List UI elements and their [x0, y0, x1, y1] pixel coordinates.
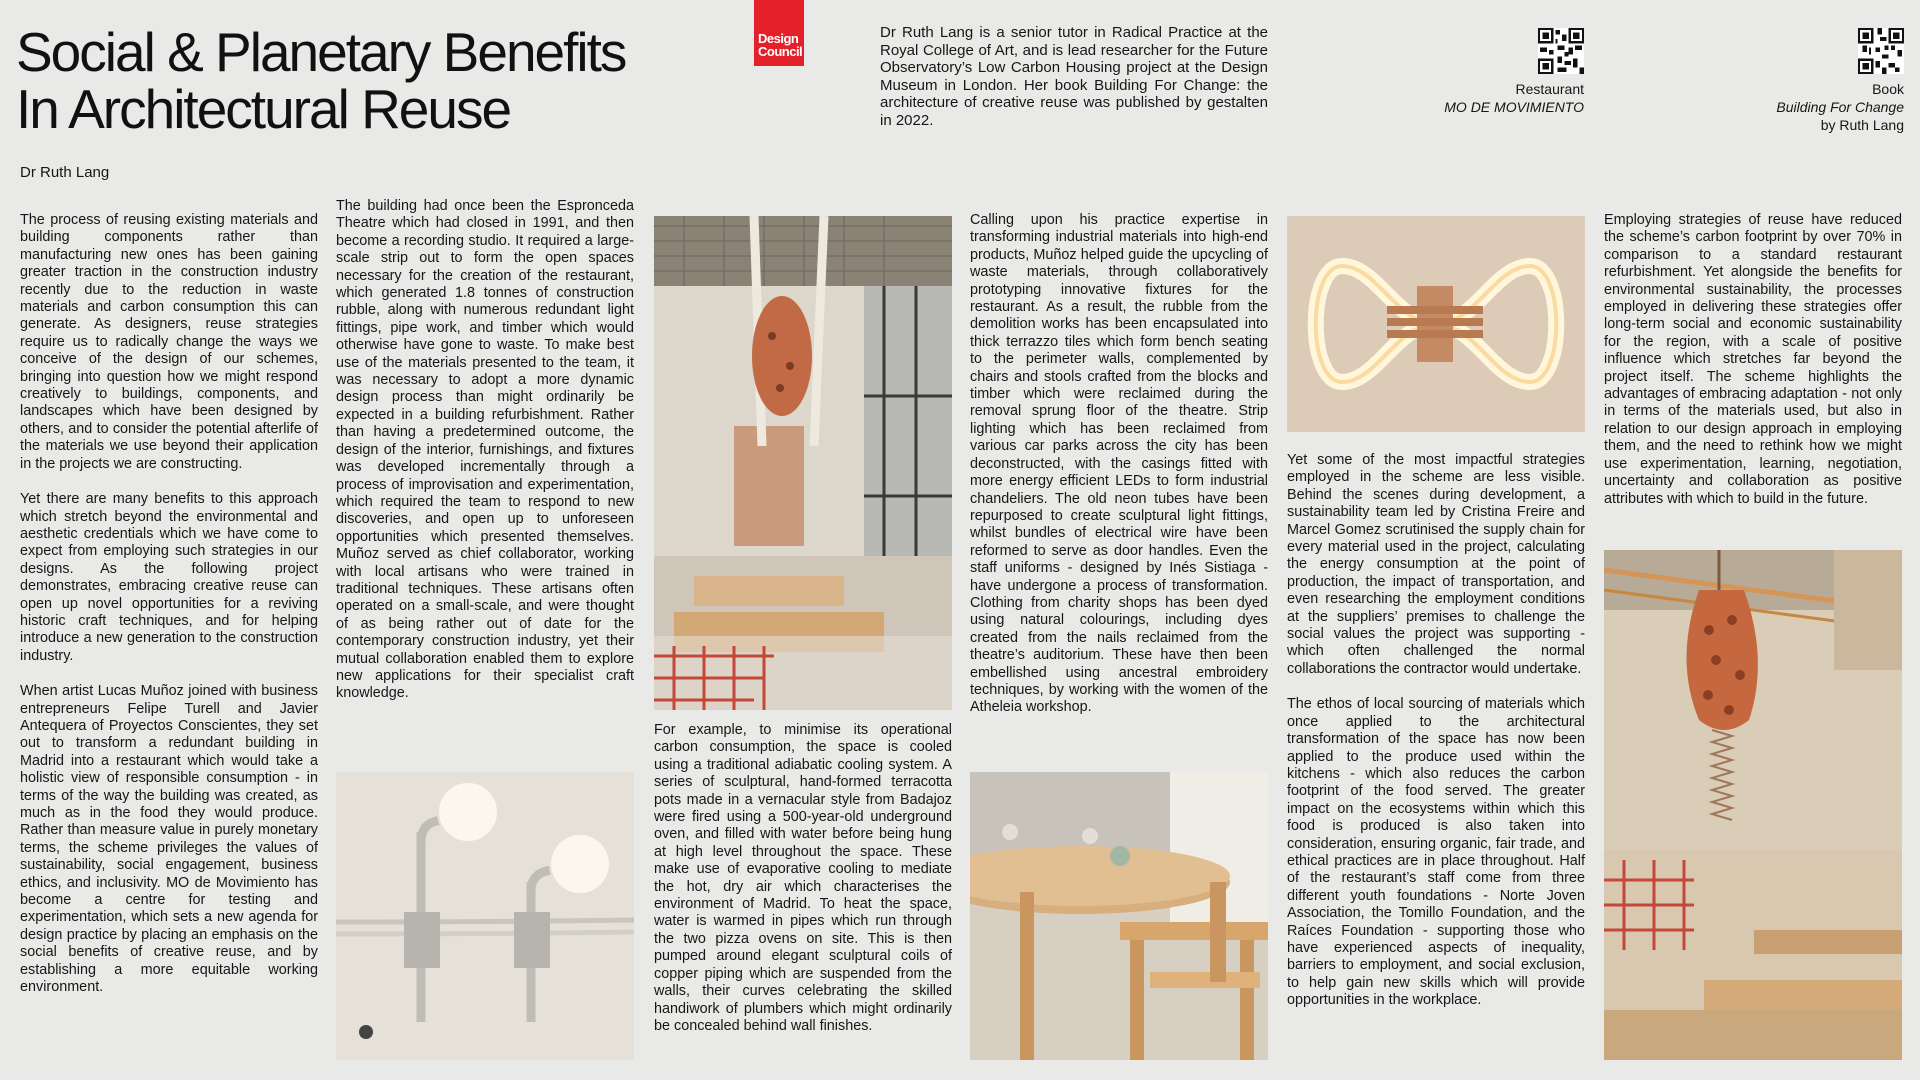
paragraph: When artist Lucas Muñoz joined with business entrepreneurs Felipe Turell and Javier Antequera of Proyectos Conscientes, they set out to transform a redundant building in Madrid into a restaurant which would take a holistic view of responsible consumption - in terms of the way the building was created, as much as in the food they would produce. Rather than measure value in purely monetary terms, the scheme privileges the values of sustainability, social engagement, business ethics, and inclusivity. MO de Movimiento has become a centre for testing and experimentation, which sets a new agenda for design practice by placing an emphasis on the social benefits of creative reuse, and by establishing a more equitable working environment.: [20, 683, 318, 996]
photo-terracotta-pot: [1604, 550, 1902, 1060]
qr-restaurant-label: Restaurant: [1515, 81, 1584, 97]
qr-restaurant[interactable]: [1420, 28, 1584, 116]
page-title: [16, 21, 736, 140]
qr-book-label: Book: [1872, 81, 1904, 97]
title-line-1: Social & Planetary Benefits: [16, 21, 626, 83]
qr-restaurant-sub: MO DE MOVIMIENTO: [1444, 99, 1584, 115]
paragraph: The ethos of local sourcing of materials which once applied to the architectural transformation of the space has now been applied to the produce used within the kitchens - which also reduces the carbon footprint of the food served. The greater impact on the ecosystems within which this food is produced is also taken into consideration, ensuring organic, fair trade, and ethical practices are in place throughout. Half of the restaurant’s staff come from three different youth foundations - Norte Joven Association, the Tomillo Foundation, and the Raíces Foundation - supporting those who have experienced aspects of inequality, barriers to employment, and social exclusion, to help gain new skills which will provide opportunities in the workplace.: [1287, 696, 1585, 1009]
logo-line-2: Council: [758, 44, 803, 59]
text-column-1: [20, 212, 318, 1014]
photo-wooden-chairs: [970, 772, 1268, 1060]
photo-neon-light: [1287, 216, 1585, 432]
text-column-5: [1287, 452, 1585, 1028]
author-bio: Dr Ruth Lang is a senior tutor in Radical Practice at the Royal College of Art, and is lead researcher for the Future Observatory’s Low Carbon Housing project at the Design Museum in London. Her book Building For Change: the architecture of creative reuse was published by gestalten in 2022.: [880, 24, 1268, 129]
qr-book-sub: Building For Change: [1776, 99, 1904, 115]
paragraph: Yet some of the most impactful strategies employed in the scheme are less visible. Behind the scenes during development, a sustainability team led by Cristina Freire and Marcel Gomez scrutinised the supply chain for every material used in the project, calculating the energy consumption at the point of production, the impact of transportation, and even researching the employment conditions at the suppliers’ premises to challenge the social values the project was supporting - which often challenged the normal collaborations the contractor would undertake.: [1287, 452, 1585, 677]
title-line-2: In Architectural Reuse: [16, 78, 511, 140]
paragraph: For example, to minimise its operational carbon consumption, the space is cooled using a traditional adiabatic cooling system. A series of sculptural, hand-formed terracotta pots made in a vernacular style from Badajoz were fired using a 500-year-old underground oven, and filled with water before being hung at high level throughout the space. These make use of evaporative cooling to mediate the hot, dry air which characterises the environment of Madrid. To heat the space, water is warmed in pipes which run through the two pizza ovens on site. This is then pumped around elegant sculptural coils of copper piping which are suspended from the walls, their curves celebrating the skilled handiwork of plumbers which might ordinarily be concealed behind wall finishes.: [654, 722, 952, 1034]
text-column-3: [654, 722, 952, 1053]
author-name: Dr Ruth Lang: [20, 164, 110, 181]
qr-code-icon[interactable]: [1858, 28, 1904, 74]
logo-line-1: Design: [758, 31, 799, 46]
paragraph: Employing strategies of reuse have reduced the scheme’s carbon footprint by over 70% in comparison to a standard restaurant refurbishment. Yet alongside the benefits for environmental sustainability, the processes employed in delivering these strategies offer long-term social and economic sustainability for the region, with a scale of positive influence which stretches far beyond the project itself. The scheme highlights the advantages of embracing adaptation - not only in terms of the materials used, but also in relation to our design approach in employing them, and the need to rethink how we might use experimentation, learning, negotiation, uncertainty and collaboration as positive attributes with which to build in the future.: [1604, 212, 1902, 507]
paragraph: Yet there are many benefits to this approach which stretch beyond the environmental and aesthetic credentials which we have come to expect from employing such strategies in our designs. As the following project demonstrates, embracing creative reuse can open up novel opportunities for a reviving historic craft techniques, and for helping introduce a new generation to the construction industry.: [20, 491, 318, 664]
paragraph: Calling upon his practice expertise in transforming industrial materials into high-end products, Muñoz helped guide the upcycling of waste materials, through collaboratively prototyping innovative fixtures for the restaurant. As a result, the rubble from the demolition works has been encapsulated into thick terrazzo tiles which form bench seating to the perimeter walls, complemented by chairs and stools crafted from the blocks and timber which were reclaimed during the removal sprung floor of the theatre. Strip lighting which has been reclaimed from various car parks across the city has been deconstructed, with the casings fitted with more energy efficient LEDs to form industrial chandeliers. The old neon tubes have been repurposed to create sculptural light fittings, whilst bundles of electrical wire have been reformed to serve as door handles. Even the staff uniforms - designed by Inés Sistiaga - have undergone a process of transformation. Clothing from charity shops has been dyed using natural colourings, including dyes created from the nails reclaimed from the theatre’s auditorium. These have then been embellished using ancestral embroidery techniques, by working with the women of the Atheleia workshop.: [970, 212, 1268, 716]
text-column-4: [970, 212, 1268, 735]
text-column-6: [1604, 212, 1902, 526]
photo-globe-lamps: [336, 772, 634, 1060]
design-council-logo[interactable]: [754, 0, 804, 66]
photo-restaurant-interior: [654, 216, 952, 710]
qr-book[interactable]: [1740, 28, 1904, 134]
paragraph: The process of reusing existing materials and building components rather than manufacturing new ones has been gaining greater traction in the construction industry recently due to the reduction in waste materials and carbon consumption this can generate. As designers, reuse strategies require us to radically change the ways we conceive of the design of our schemes, bringing into question how we might respond creatively to buildings, components, and landscapes which have been designed by others, and to consider the potential afterlife of the materials we use beyond their application in the projects we are constructing.: [20, 212, 318, 472]
paragraph: The building had once been the Espronceda Theatre which had closed in 1991, and then become a recording studio. It required a large-scale strip out to form the open spaces necessary for the creation of the restaurant, which generated 1.8 tonnes of construction rubble, along with numerous redundant light fittings, pipe work, and timber which would otherwise have gone to waste. To make best use of the materials presented to the team, it was necessary to adopt a more dynamic design process than might ordinarily be expected in a building refurbishment. Rather than having a predetermined outcome, the design of the interior, furnishings, and fixtures was developed incrementally through a process of improvisation and experimentation, which required the team to respond to new discoveries, and open up to unforeseen opportunities which presented themselves. Muñoz served as chief collaborator, working with local artisans who were trained in traditional techniques. These artisans often operated on a small-scale, and were thought of as being rather out of date for the contemporary construction industry, yet their mutual collaboration enabled them to explore new applications for their specialist craft knowledge.: [336, 198, 634, 702]
text-column-2: [336, 198, 634, 721]
qr-book-author: by Ruth Lang: [1820, 117, 1904, 133]
qr-code-icon[interactable]: [1538, 28, 1584, 74]
